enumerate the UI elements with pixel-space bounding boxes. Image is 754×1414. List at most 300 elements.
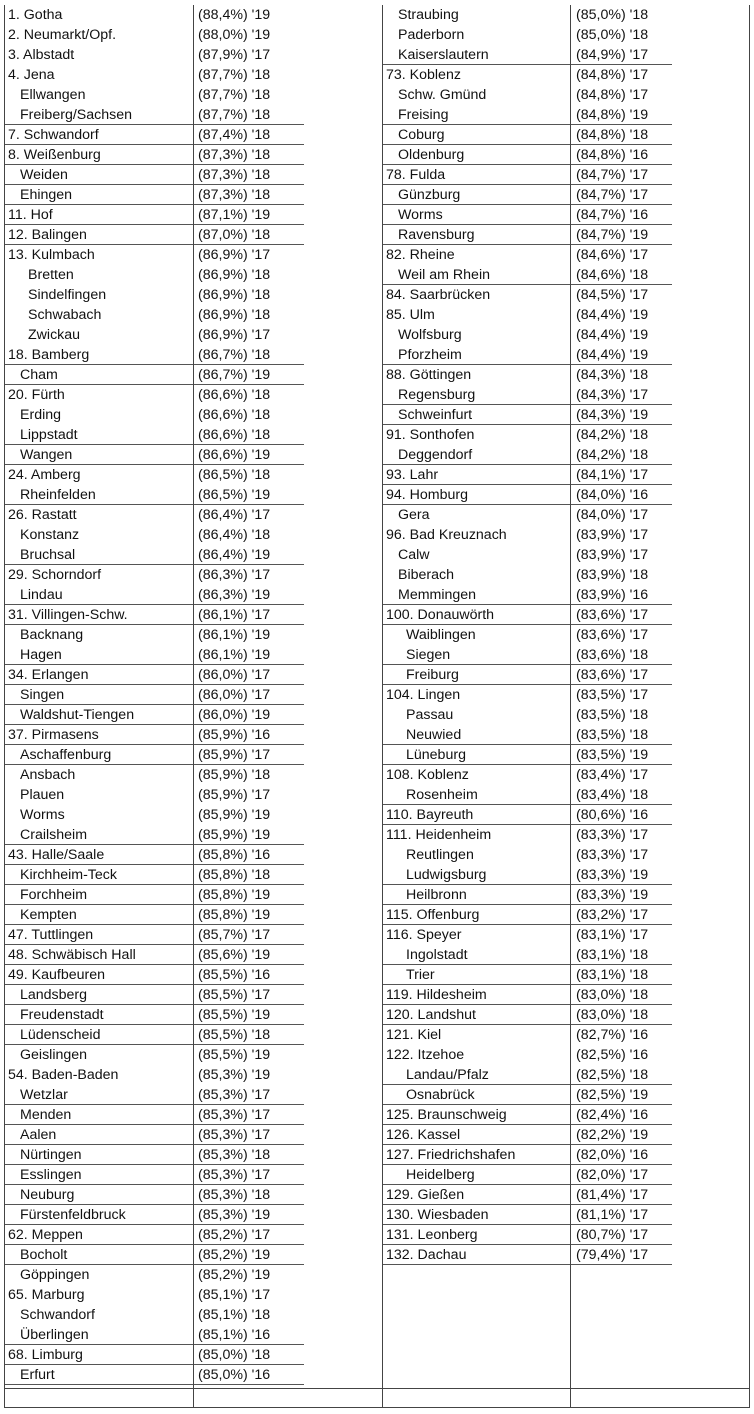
city-value: (85,8%) '16 [198, 847, 271, 863]
table-row [382, 205, 749, 225]
city-name: 88. Göttingen [386, 367, 472, 383]
city-name: 121. Kiel [386, 1027, 442, 1043]
city-name: 3. Albstadt [8, 47, 75, 63]
city-value: (85,5%) '17 [198, 987, 271, 1003]
city-name: Ludwigsburg [406, 867, 487, 883]
city-value: (84,8%) '18 [576, 127, 649, 143]
city-value: (87,7%) '18 [198, 107, 271, 123]
city-value: (82,5%) '19 [576, 1087, 649, 1103]
city-name: Nürtingen [20, 1147, 82, 1163]
city-name: Forchheim [20, 887, 88, 903]
table-row [382, 465, 749, 485]
table-border-right [749, 5, 750, 1408]
city-value: (85,3%) '18 [198, 1187, 271, 1203]
city-name: 65. Marburg [8, 1287, 85, 1303]
table-row [382, 285, 749, 305]
city-value: (86,3%) '17 [198, 567, 271, 583]
city-name: 8. Weißenburg [8, 147, 101, 163]
city-value: (84,8%) '17 [576, 87, 649, 103]
city-name: 34. Erlangen [8, 667, 89, 683]
table-row [382, 305, 749, 325]
city-name: Weil am Rhein [398, 267, 490, 283]
table-row [382, 1165, 749, 1185]
city-name: 2. Neumarkt/Opf. [8, 27, 117, 43]
city-value: (85,9%) '17 [198, 787, 271, 803]
city-value: (82,5%) '16 [576, 1047, 649, 1063]
city-value: (81,4%) '17 [576, 1187, 649, 1203]
city-name: 31. Villingen-Schw. [8, 607, 128, 623]
city-value: (83,6%) '18 [576, 647, 649, 663]
city-value: (81,1%) '17 [576, 1207, 649, 1223]
city-value: (86,6%) '18 [198, 387, 271, 403]
city-value: (84,7%) '17 [576, 187, 649, 203]
city-value: (83,0%) '18 [576, 1007, 649, 1023]
city-value: (83,6%) '17 [576, 627, 649, 643]
city-value: (88,0%) '19 [198, 27, 271, 43]
city-name: 73. Koblenz [386, 67, 461, 83]
city-value: (82,0%) '16 [576, 1147, 649, 1163]
city-name: Erding [20, 407, 62, 423]
city-value: (85,3%) '17 [198, 1127, 271, 1143]
city-value: (79,4%) '17 [576, 1247, 649, 1263]
city-name: Esslingen [20, 1167, 82, 1183]
city-value: (85,1%) '18 [198, 1307, 271, 1323]
table-row [382, 1125, 749, 1145]
city-name: Heidelberg [406, 1167, 475, 1183]
city-name: Wetzlar [20, 1087, 68, 1103]
table-row [382, 25, 749, 45]
city-name: Neuwied [406, 727, 462, 743]
table-row [382, 365, 749, 385]
table-row [382, 165, 749, 185]
city-name: Bruchsal [20, 547, 76, 563]
city-name: 126. Kassel [386, 1127, 461, 1143]
city-value: (85,0%) '18 [576, 27, 649, 43]
city-name: 47. Tuttlingen [8, 927, 94, 943]
city-name: 1. Gotha [8, 7, 63, 23]
city-name: 125. Braunschweig [386, 1107, 507, 1123]
city-value: (87,9%) '17 [198, 47, 271, 63]
city-name: Gera [398, 507, 430, 523]
city-name: Biberach [398, 567, 454, 583]
city-name: Trier [406, 967, 435, 983]
city-value: (83,5%) '18 [576, 707, 649, 723]
city-value: (85,7%) '17 [198, 927, 271, 943]
city-value: (85,3%) '19 [198, 1067, 271, 1083]
city-value: (85,8%) '18 [198, 867, 271, 883]
table-border-left [4, 5, 5, 1408]
city-value: (85,5%) '18 [198, 1027, 271, 1043]
table-row [382, 265, 749, 285]
city-value: (86,6%) '18 [198, 427, 271, 443]
city-value: (83,9%) '17 [576, 547, 649, 563]
city-name: Calw [398, 547, 430, 563]
city-value: (87,1%) '19 [198, 207, 271, 223]
city-value: (85,3%) '17 [198, 1107, 271, 1123]
city-name: Lippstadt [20, 427, 78, 443]
table-row [382, 405, 749, 425]
table-row [382, 445, 749, 465]
city-name: Geislingen [20, 1047, 88, 1063]
table-row [382, 745, 749, 765]
city-value: (85,5%) '19 [198, 1007, 271, 1023]
city-name: Waldshut-Tiengen [20, 707, 135, 723]
row-underline [192, 1384, 304, 1385]
city-value: (86,0%) '19 [198, 707, 271, 723]
city-name: Ingolstadt [406, 947, 468, 963]
city-value: (86,0%) '17 [198, 667, 271, 683]
table-row [382, 505, 749, 525]
city-name: 12. Balingen [8, 227, 87, 243]
city-value: (87,7%) '18 [198, 87, 271, 103]
city-value: (86,5%) '19 [198, 487, 271, 503]
city-name: Worms [398, 207, 443, 223]
city-value: (83,9%) '17 [576, 527, 649, 543]
city-name: Freising [398, 107, 449, 123]
table-row [382, 765, 749, 785]
city-value: (83,1%) '17 [576, 927, 649, 943]
city-value: (84,7%) '17 [576, 167, 649, 183]
row-underline [4, 1384, 193, 1385]
city-name: Worms [20, 807, 65, 823]
table-footer-line [4, 1388, 749, 1389]
city-value: (86,6%) '19 [198, 447, 271, 463]
city-name: Ravensburg [398, 227, 475, 243]
table-row [382, 125, 749, 145]
table-row [382, 645, 749, 665]
table-row [382, 985, 749, 1005]
city-value: (83,4%) '18 [576, 787, 649, 803]
city-name: Göppingen [20, 1267, 90, 1283]
city-name: Pforzheim [398, 347, 462, 363]
table-row [382, 565, 749, 585]
city-value: (84,7%) '19 [576, 227, 649, 243]
city-name: Bretten [28, 267, 74, 283]
city-name: 54. Baden-Baden [8, 1067, 119, 1083]
city-name: 127. Friedrichshafen [386, 1147, 516, 1163]
table-row [382, 905, 749, 925]
city-name: Konstanz [20, 527, 80, 543]
ranking-table [4, 5, 749, 1408]
city-name: 119. Hildesheim [386, 987, 487, 1003]
table-row [382, 525, 749, 545]
city-name: Menden [20, 1107, 72, 1123]
city-name: 20. Fürth [8, 387, 65, 403]
city-name: 104. Lingen [386, 687, 461, 703]
city-name: 120. Landshut [386, 1007, 476, 1023]
city-name: Hagen [20, 647, 62, 663]
city-value: (84,3%) '17 [576, 387, 649, 403]
city-name: 4. Jena [8, 67, 55, 83]
city-name: Freiburg [406, 667, 459, 683]
city-value: (85,3%) '17 [198, 1087, 271, 1103]
city-name: 91. Sonthofen [386, 427, 475, 443]
city-name: Schw. Gmünd [398, 87, 487, 103]
city-name: Lindau [20, 587, 63, 603]
city-value: (80,7%) '17 [576, 1227, 649, 1243]
table-row [382, 1085, 749, 1105]
table-row [382, 825, 749, 845]
city-name: 11. Hof [8, 207, 53, 223]
city-value: (84,2%) '18 [576, 427, 649, 443]
city-name: Lüneburg [406, 747, 466, 763]
table-row [382, 345, 749, 365]
city-name: Wolfsburg [398, 327, 462, 343]
city-value: (86,1%) '19 [198, 647, 271, 663]
city-value: (86,6%) '18 [198, 407, 271, 423]
city-name: Kaiserslautern [398, 47, 489, 63]
ranking-column-right [382, 5, 749, 1408]
city-name: Waiblingen [406, 627, 476, 643]
table-row [382, 45, 749, 65]
city-name: Kempten [20, 907, 77, 923]
city-value: (82,5%) '18 [576, 1067, 649, 1083]
city-name: 111. Heidenheim [386, 827, 492, 843]
city-name: Ellwangen [20, 87, 86, 103]
city-name: Wangen [20, 447, 73, 463]
column-divider [570, 5, 571, 1408]
city-value: (85,0%) '18 [576, 7, 649, 23]
city-name: 96. Bad Kreuznach [386, 527, 507, 543]
city-value: (83,6%) '17 [576, 607, 649, 623]
table-row [382, 925, 749, 945]
city-value: (88,4%) '19 [198, 7, 271, 23]
city-value: (85,9%) '19 [198, 827, 271, 843]
table-row [382, 705, 749, 725]
city-value: (83,3%) '19 [576, 887, 649, 903]
table-row [382, 425, 749, 445]
city-value: (86,3%) '19 [198, 587, 271, 603]
city-name: 84. Saarbrücken [386, 287, 491, 303]
city-value: (85,3%) '17 [198, 1167, 271, 1183]
table-row [382, 1045, 749, 1065]
column-divider [193, 5, 194, 1408]
city-value: (86,1%) '17 [198, 607, 271, 623]
city-value: (83,1%) '18 [576, 947, 649, 963]
city-name: 24. Amberg [8, 467, 81, 483]
city-name: Passau [406, 707, 454, 723]
table-row [382, 245, 749, 265]
city-name: Landau/Pfalz [406, 1067, 489, 1083]
city-value: (85,9%) '17 [198, 747, 271, 763]
city-value: (82,2%) '19 [576, 1127, 649, 1143]
city-value: (85,5%) '16 [198, 967, 271, 983]
row-underline [570, 1264, 672, 1265]
table-row [382, 665, 749, 685]
city-value: (82,0%) '17 [576, 1167, 649, 1183]
table-row [382, 1225, 749, 1245]
table-row [382, 865, 749, 885]
column-divider [382, 5, 383, 1408]
city-value: (86,1%) '19 [198, 627, 271, 643]
city-name: Siegen [406, 647, 451, 663]
city-name: 7. Schwandorf [8, 127, 99, 143]
city-name: Aschaffenburg [20, 747, 112, 763]
city-value: (87,3%) '18 [198, 167, 271, 183]
city-value: (84,4%) '19 [576, 307, 649, 323]
city-value: (83,9%) '16 [576, 587, 649, 603]
city-value: (85,9%) '18 [198, 767, 271, 783]
city-value: (86,9%) '17 [198, 327, 271, 343]
city-value: (83,3%) '19 [576, 867, 649, 883]
city-name: 116. Speyer [386, 927, 462, 943]
table-row [382, 1185, 749, 1205]
city-name: 49. Kaufbeuren [8, 967, 106, 983]
city-value: (86,5%) '18 [198, 467, 271, 483]
city-name: Erfurt [20, 1367, 55, 1383]
city-value: (86,4%) '19 [198, 547, 271, 563]
city-value: (86,7%) '19 [198, 367, 271, 383]
city-name: 37. Pirmasens [8, 727, 99, 743]
city-value: (86,9%) '17 [198, 247, 271, 263]
city-name: Deggendorf [398, 447, 473, 463]
city-value: (85,2%) '19 [198, 1247, 271, 1263]
city-value: (82,7%) '16 [576, 1027, 649, 1043]
table-row [382, 885, 749, 905]
city-name: Crailsheim [20, 827, 88, 843]
city-value: (84,0%) '17 [576, 507, 649, 523]
city-value: (86,7%) '18 [198, 347, 271, 363]
table-row [382, 1145, 749, 1165]
city-name: Regensburg [398, 387, 476, 403]
table-row [382, 1105, 749, 1125]
city-name: 68. Limburg [8, 1347, 83, 1363]
city-value: (83,5%) '19 [576, 747, 649, 763]
city-name: Plauen [20, 787, 65, 803]
city-value: (86,9%) '18 [198, 267, 271, 283]
table-row [382, 1025, 749, 1045]
table-row [382, 325, 749, 345]
city-name: Sindelfingen [28, 287, 107, 303]
city-value: (83,4%) '17 [576, 767, 649, 783]
table-row [382, 945, 749, 965]
city-value: (84,6%) '17 [576, 247, 649, 263]
city-value: (84,4%) '19 [576, 347, 649, 363]
city-name: 13. Kulmbach [8, 247, 95, 263]
row-underline [382, 1264, 570, 1265]
city-value: (86,4%) '17 [198, 507, 271, 523]
city-value: (84,6%) '18 [576, 267, 649, 283]
city-name: 82. Rheine [386, 247, 455, 263]
table-row [382, 185, 749, 205]
city-name: 93. Lahr [386, 467, 439, 483]
city-value: (83,2%) '17 [576, 907, 649, 923]
city-value: (84,0%) '16 [576, 487, 649, 503]
city-value: (84,1%) '17 [576, 467, 649, 483]
city-name: Landsberg [20, 987, 88, 1003]
table-row [382, 1005, 749, 1025]
city-value: (83,0%) '18 [576, 987, 649, 1003]
city-name: Rheinfelden [20, 487, 96, 503]
city-value: (85,9%) '19 [198, 807, 271, 823]
city-name: Schweinfurt [398, 407, 473, 423]
city-name: Zwickau [28, 327, 81, 343]
city-value: (84,9%) '17 [576, 47, 649, 63]
city-value: (84,7%) '16 [576, 207, 649, 223]
city-value: (86,0%) '17 [198, 687, 271, 703]
city-value: (85,0%) '16 [198, 1367, 271, 1383]
city-name: Kirchheim-Teck [20, 867, 117, 883]
city-name: 48. Schwäbisch Hall [8, 947, 136, 963]
city-name: Ehingen [20, 187, 73, 203]
city-name: Rosenheim [406, 787, 478, 803]
city-name: Schwandorf [20, 1307, 95, 1323]
city-value: (83,5%) '17 [576, 687, 649, 703]
table-row [382, 65, 749, 85]
city-value: (83,5%) '18 [576, 727, 649, 743]
table-row [382, 105, 749, 125]
city-name: Neuburg [20, 1187, 75, 1203]
city-value: (85,2%) '17 [198, 1227, 271, 1243]
city-value: (85,8%) '19 [198, 907, 271, 923]
city-name: Weiden [20, 167, 68, 183]
city-value: (84,8%) '17 [576, 67, 649, 83]
city-name: Aalen [20, 1127, 57, 1143]
city-value: (84,4%) '19 [576, 327, 649, 343]
city-name: Schwabach [28, 307, 102, 323]
city-value: (83,9%) '18 [576, 567, 649, 583]
city-name: Bocholt [20, 1247, 68, 1263]
city-value: (85,0%) '18 [198, 1347, 271, 1363]
city-value: (84,8%) '16 [576, 147, 649, 163]
city-name: Ansbach [20, 767, 76, 783]
city-value: (85,1%) '16 [198, 1327, 271, 1343]
city-name: Cham [20, 367, 58, 383]
city-name: Fürstenfeldbruck [20, 1207, 126, 1223]
city-value: (83,3%) '17 [576, 827, 649, 843]
table-row [382, 5, 749, 25]
city-name: Heilbronn [406, 887, 467, 903]
city-value: (83,1%) '18 [576, 967, 649, 983]
table-row [382, 785, 749, 805]
city-value: (85,1%) '17 [198, 1287, 271, 1303]
city-value: (85,3%) '18 [198, 1147, 271, 1163]
table-bottom-border [4, 1407, 749, 1408]
table-row [382, 725, 749, 745]
table-row [382, 545, 749, 565]
city-value: (85,5%) '19 [198, 1047, 271, 1063]
city-name: Lüdenscheid [20, 1027, 101, 1043]
city-name: 129. Gießen [386, 1187, 465, 1203]
table-row [382, 1205, 749, 1225]
table-row [382, 385, 749, 405]
city-name: Osnabrück [406, 1087, 475, 1103]
city-name: 29. Schorndorf [8, 567, 102, 583]
city-name: 26. Rastatt [8, 507, 77, 523]
city-value: (80,6%) '16 [576, 807, 649, 823]
table-row [382, 1245, 749, 1265]
table-row [382, 145, 749, 165]
city-name: 108. Koblenz [386, 767, 469, 783]
city-name: 78. Fulda [386, 167, 446, 183]
table-row [382, 845, 749, 865]
city-name: 110. Bayreuth [386, 807, 474, 823]
city-value: (84,3%) '19 [576, 407, 649, 423]
city-name: 43. Halle/Saale [8, 847, 105, 863]
city-value: (83,6%) '17 [576, 667, 649, 683]
city-value: (82,4%) '16 [576, 1107, 649, 1123]
city-value: (84,3%) '18 [576, 367, 649, 383]
city-value: (85,3%) '19 [198, 1207, 271, 1223]
city-name: 115. Offenburg [386, 907, 480, 923]
city-value: (84,5%) '17 [576, 287, 649, 303]
table-row [382, 685, 749, 705]
table-row [382, 85, 749, 105]
table-row [382, 605, 749, 625]
city-value: (85,8%) '19 [198, 887, 271, 903]
city-name: Überlingen [20, 1327, 89, 1343]
city-value: (86,4%) '18 [198, 527, 271, 543]
